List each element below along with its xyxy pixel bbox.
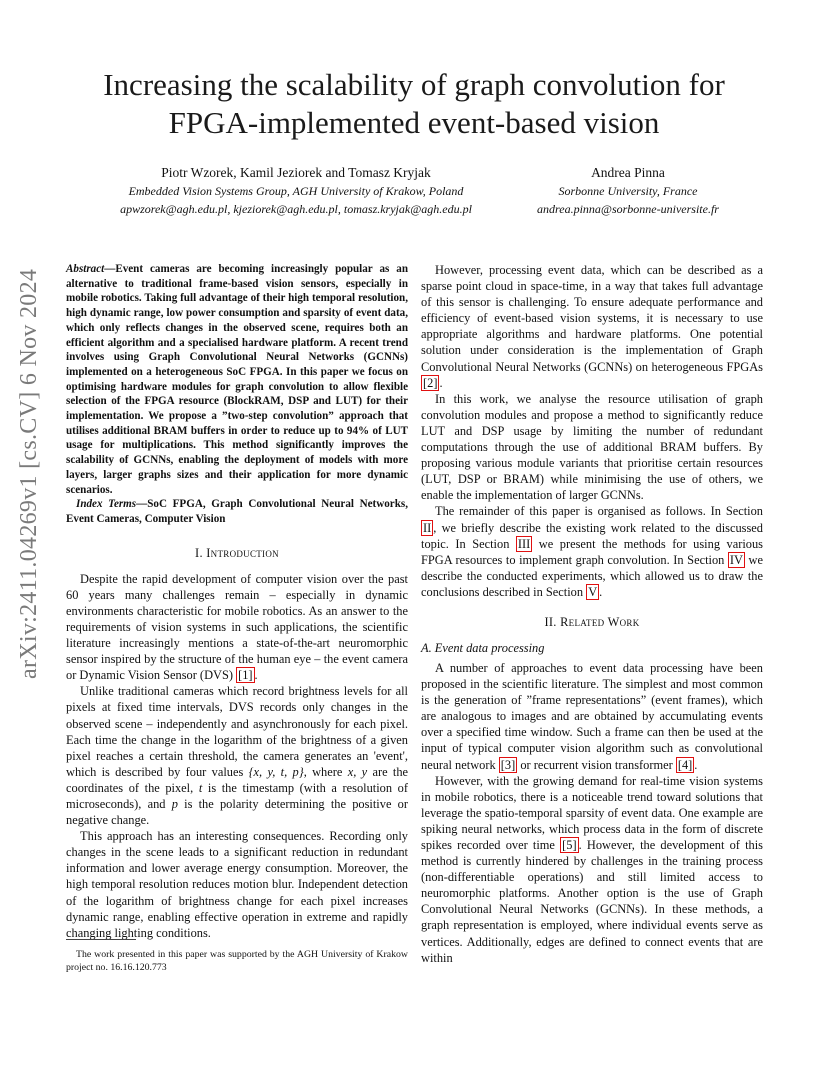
citation-link[interactable]: [3] [500,757,516,772]
paper-title-line-2: FPGA-implemented event-based vision [168,105,660,140]
abstract-label: Abstract [66,263,105,275]
paragraph: A number of approaches to event data processing have been proposed in the scientific literature. The simplest and most common is the generation of ”frame representations” (event frames), which are analogous to images and are obtained by accumulating events over a specified time window. Such a frame can then be used at the input of typical computer vision algorithm such as convolutional neural network [3] or recurrent vision transformer [4] . [421,660,763,772]
author-block-right [510,164,746,218]
section-ref-link[interactable]: V [588,584,598,599]
section-ref-link[interactable]: III [517,536,531,551]
left-column [66,262,408,941]
math-inline: p [171,796,178,811]
citation-link[interactable]: [1] [238,668,253,683]
paper-title-line-1: Increasing the scalability of graph convolution for [103,67,725,102]
arxiv-stamp: arXiv:2411.04269v1 [cs.CV] 6 Nov 2024 [16,268,42,679]
section-ref-link[interactable]: IV [729,552,743,567]
section-ref-link[interactable]: II [423,520,432,535]
paragraph: However, processing event data, which can be described as a sparse point cloud in space-time, in a way that takes full advantage of this sensor is challenging. To ensure adequate performance and efficiency of event-based vision systems, it is necessary to use appropriate algorithms and hardware platforms. One potential solution under consideration is the implementation of Graph Convolutional Neural Networks (GCNNs) on heterogeneous FPGAs [2] . [421,263,763,390]
paragraph: In this work, we analyse the resource utilisation of graph convolution modules and propose a method to significantly reduce LUT and DSP usage by limiting the number of redundant computations through the use of additional BRAM buffers. By proposing various module variants that prioritise certain resources (LUT, DSP or BRAM) while minimising the use of others, we enable the implementation of larger GCNNs. [421,391,763,503]
author-emails: andrea.pinna@sorbonne-universite.fr [537,202,719,216]
math-inline: t [198,780,203,795]
author-names: Piotr Wzorek, Kamil Jeziorek and Tomasz Kryjak [161,165,431,180]
footnote-rule [66,939,136,940]
abstract [66,262,408,497]
paragraph: Unlike traditional cameras which record brightness levels for all pixels at fixed time intervals, DVS records only changes in the observed scene – independently and asynchronously for each pixel. Each time the change in the logarithm of the brightness of a given pixel reaches a certain threshold, the camera generates an 'event', which is described by four values {x, y, t, p}, where x, y are the coordinates of the pixel, t is the timestamp (with a resolution of microseconds), and p is the polarity determining the positive or negative change. [66,684,409,828]
paragraph: The remainder of this paper is organised as follows. In Section II , we briefly describe the existing work related to the discussed topic. In Section III we present the methods for using various FPGA resources to implement graph convolution. In Section IV we describe the conducted experiments, which allowed us to draw the conclusions described in Section V . [421,504,764,599]
paragraph: However, with the growing demand for real-time vision systems in mobile robotics, there is a noticeable trend toward solutions that leverage the spatio-temporal sparsity of event data. One example are spiking neural networks, which process data in the form of discrete spikes recorded over time [5] . However, the development of this method is currently hindered by challenges in the training process (non-differentiable operations) and still limited access to neuromorphic platforms. Another option is the use of Graph Convolutional Neural Networks (GCNNs). In these methods, a graph representation is employed, where individual events serve as vertices. Additionally, edges are defined to connect events that are within [421,773,763,965]
citation-link[interactable]: [4] [677,757,693,772]
index-terms-text: —SoC FPGA, Graph Convolutional Neural Networks, Event Cameras, Computer Vision [66,498,408,525]
citation-link[interactable]: [2] [423,375,438,390]
footnote: The work presented in this paper was supported by the AGH University of Krakow project no. 16.16.120.773 [66,949,408,973]
paragraph: This approach has an interesting consequences. Recording only changes in the scene leads to a significant reduction in redundant information and lower average energy consumption. Moreover, the high temporal resolution reduces motion blur. Independent detection of the logarithm of brightness change for each pixel increases dynamic range, enabling effective operation in extreme and rapidly changing lighting conditions. [66,829,408,940]
author-names: Andrea Pinna [591,165,665,180]
paper-title [40,66,788,142]
math-inline: {x, y, t, p} [248,764,304,779]
abstract-text: —Event cameras are becoming increasingly popular as an alternative to traditional frame-based vision sensors, especially in mobile robotics. Taking full advantage of their high temporal resolution, high dynamic range, low power consumption and sparsity of event data, which only reflects changes in the observed scene, requires both an efficient algorithm and a specialised hardware platform. A recent trend involves using Graph Convolutional Neural Networks (GCNNs) implemented on a heterogeneous SoC FPGA. In this paper we focus on optimising hardware modules for graph convolution to allow flexible selection of the FPGA resource (BlockRAM, DSP and LUT) for their implementation. We propose a ”two-step convolution” approach that utilises additional BRAM buffers in order to reduce up to 94% of LUT usage for multiplications. This method significantly improves the scalability of GCNNs, enabling the deployment of models with more layers, larger graphs sizes and their application for more dynamic scenarios. [66,263,408,496]
right-column [421,262,763,966]
author-affiliation: Sorbonne University, France [558,184,698,198]
paragraph: Despite the rapid development of computer vision over the past 60 years many challenges remain – especially in dynamic environments characteristic for mobile robotics. As an answer to the requirements of vision systems in such applications, the scientific literature increasingly mentions a state-of-the-art neuromorphic sensor inspired by the structure of the human eye – the event camera or Dynamic Vision Sensor (DVS) [1] . [66,571,408,683]
section-heading-introduction: I. Introduction [195,545,279,560]
math-inline: x, y [347,764,368,779]
author-affiliation: Embedded Vision Systems Group, AGH University of Krakow, Poland [128,184,464,198]
index-terms-label: Index Terms [76,498,137,511]
section-heading-related-work: II. Related Work [544,614,640,629]
index-terms [66,497,408,526]
subsection-heading: A. Event data processing [421,640,545,655]
citation-link[interactable]: [5] [562,838,577,852]
author-emails: apwzorek@agh.edu.pl, kjeziorek@agh.edu.pl, tomasz.kryjak@agh.edu.pl [120,202,472,216]
author-block-left [66,164,526,218]
